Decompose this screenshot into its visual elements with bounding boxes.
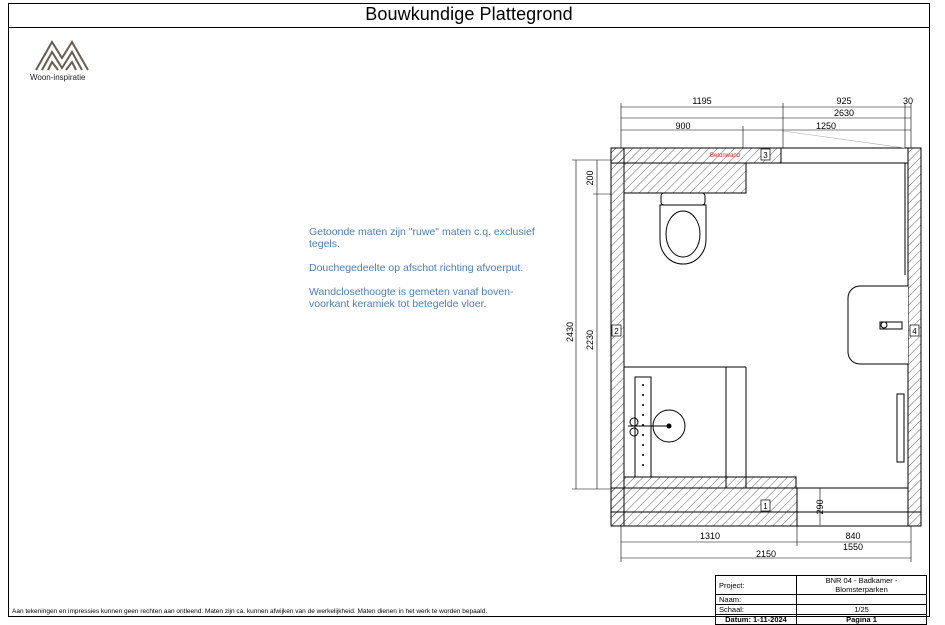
date: Datum: 1-11-2024 — [716, 615, 797, 625]
note-1: Getoonde maten zijn "ruwe" maten c.q. exclusief tegels. — [309, 226, 535, 250]
dim-bottom-840: 840 — [845, 531, 861, 541]
dim-top-2630: 2630 — [833, 108, 855, 118]
page-title: Bouwkundige Plattegrond — [365, 4, 573, 24]
logo-text: Woon-inspiratie — [30, 73, 86, 82]
dim-bottom-2150: 2150 — [755, 549, 777, 559]
wall-marker-1: 1 — [763, 502, 768, 511]
dim-bottom-1310: 1310 — [699, 531, 721, 541]
wall-marker-3: 3 — [763, 151, 768, 160]
dim-top-900: 900 — [675, 121, 691, 131]
dim-top-1195: 1195 — [692, 96, 712, 106]
scale-value: 1/25 — [797, 605, 927, 615]
dim-left-2430: 2430 — [565, 321, 575, 343]
wall-label: Betonwand — [710, 153, 741, 159]
note-2: Douchegedeelte op afschot richting afvoerput. — [309, 262, 524, 274]
page-number: Pagina 1 — [797, 615, 927, 625]
wall-right — [908, 148, 921, 526]
dim-left-2230: 2230 — [585, 329, 595, 351]
name-label: Naam: — [716, 595, 797, 605]
toilet — [660, 193, 706, 264]
name-value — [797, 595, 927, 605]
towel-radiator — [897, 394, 904, 462]
dim-top-30: 30 — [902, 96, 914, 106]
dim-inner-290: 290 — [815, 499, 825, 515]
dim-bottom-1550: 1550 — [842, 542, 864, 552]
scale-label: Schaal: — [716, 605, 797, 615]
wall-top — [611, 148, 781, 163]
dim-top-925: 925 — [836, 96, 852, 106]
sink — [848, 286, 908, 364]
disclaimer: Aan tekeningen en impressies kunnen geen rechten aan ontleend. Maten zijn ca. kunnen afwijken van de werkelijkheid. Maten dienen in het werk te worden bepaald. — [12, 608, 488, 615]
shower-wall — [624, 477, 796, 488]
project-label: Project: — [716, 576, 797, 595]
wall-marker-2: 2 — [614, 327, 619, 336]
wall-top-right — [781, 148, 908, 163]
wall-left — [611, 148, 624, 526]
project-value: BNR 04 - Badkamer - Blomsterparken — [797, 576, 927, 595]
toilet-box — [624, 163, 746, 193]
dim-left-200: 200 — [585, 170, 595, 186]
wall-marker-4: 4 — [912, 327, 917, 336]
title-block — [715, 575, 927, 625]
dim-top-1250: 1250 — [815, 121, 837, 131]
note-3: Wandclosethoogte is gemeten vanaf boven-voorkant keramiek tot betegelde vloer. — [309, 286, 514, 310]
